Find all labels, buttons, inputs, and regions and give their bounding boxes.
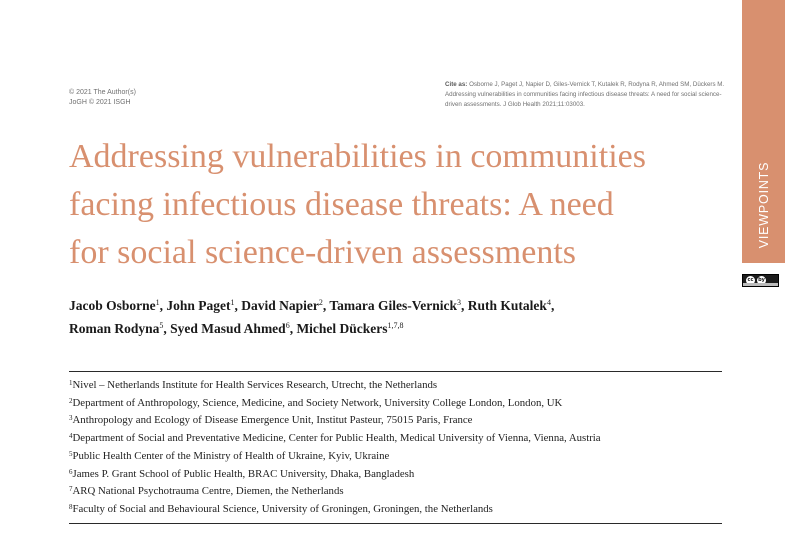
author-affiliation-mark: 1 xyxy=(155,298,160,307)
affiliation-number: 8 xyxy=(69,502,73,511)
affiliation-number: 6 xyxy=(69,467,73,476)
author-line-1: Jacob Osborne$^1$, John Paget$^1$, David Napier$^2$, Tamara Giles-Vernick$^3$, Ruth Kutalek$^4$, xyxy=(69,298,555,313)
title-line-1: Addressing vulnerabilities in communities xyxy=(69,138,646,175)
author-name: John Paget xyxy=(166,298,231,313)
author-line-2: Roman Rodyna$^5$, Syed Masud Ahmed$^6$, Michel Dückers$^{1,7,8}$ xyxy=(69,321,404,336)
author-name: Ruth Kutalek xyxy=(467,298,547,313)
affiliation-item xyxy=(69,501,719,519)
article-title xyxy=(69,133,729,277)
author-affiliation-mark: 6 xyxy=(285,321,290,330)
affiliation-text: ARQ National Psychotrauma Centre, Diemen, the Netherlands xyxy=(72,485,344,498)
copyright-notice xyxy=(69,88,136,108)
affiliation-text: James P. Grant School of Public Health, BRAC University, Dhaka, Bangladesh xyxy=(72,467,415,480)
license-strip xyxy=(743,283,778,286)
author-name: Tamara Giles-Vernick xyxy=(329,298,458,313)
author-affiliation-mark: 2 xyxy=(318,298,323,307)
author-name: Roman Rodyna xyxy=(69,321,160,336)
affiliation-text: Anthropology and Ecology of Disease Emergence Unit, Institut Pasteur, 75015 Paris, France xyxy=(72,414,473,427)
author-name: Michel Dückers xyxy=(296,321,388,336)
affiliation-number: 1 xyxy=(69,379,73,387)
copyright-line: © 2021 The Author(s) xyxy=(69,89,136,96)
title-line-3: for social science-driven assessments xyxy=(69,234,576,271)
divider xyxy=(69,523,722,524)
affiliation-number: 5 xyxy=(69,449,73,458)
citation-label: Cite as: xyxy=(445,81,468,88)
affiliation-text: Public Health Center of the Ministry of Health of Ukraine, Kyiv, Ukraine xyxy=(72,449,390,462)
author-affiliation-mark: 1,7,8 xyxy=(387,321,404,330)
author-list xyxy=(69,294,709,340)
affiliation-number: 7 xyxy=(69,485,73,494)
author-name: Jacob Osborne xyxy=(69,298,156,313)
cc-icon: cc xyxy=(747,277,754,283)
attribution-icon: by xyxy=(758,277,765,283)
affiliation-item xyxy=(69,448,719,466)
author-affiliation-mark: 1 xyxy=(230,298,235,307)
title-line-2: facing infectious disease threats: A need xyxy=(69,186,614,223)
affiliation-number: 2 xyxy=(69,396,73,405)
creative-commons-icon[interactable] xyxy=(742,274,779,287)
affiliation-number: 4 xyxy=(69,432,73,441)
affiliation-item xyxy=(69,412,719,430)
affiliation-list xyxy=(69,377,719,519)
affiliation-text: Department of Anthropology, Science, Medicine, and Society Network, University College London, London, UK xyxy=(72,396,563,409)
citation-text: Osborne J, Paget J, Napier D, Giles-Vernick T, Kutalek R, Rodyna R, Ahmed SM, Dückers M. Addressing vulnerabilities in communities facing infectious disease threats: A need for social science-driven assessments. J Glob Health 2021;11:03003. xyxy=(445,81,725,108)
section-tab-label: VIEWPOINTS xyxy=(757,161,771,249)
affiliation-item xyxy=(69,466,719,484)
author-name: David Napier xyxy=(241,298,319,313)
affiliation-item xyxy=(69,483,719,501)
author-affiliation-mark: 3 xyxy=(457,298,462,307)
author-name: Syed Masud Ahmed xyxy=(170,321,286,336)
affiliation-item xyxy=(69,430,719,448)
affiliation-item xyxy=(69,395,719,413)
divider xyxy=(69,371,722,372)
author-affiliation-mark: 4 xyxy=(546,298,551,307)
author-affiliation-mark: 5 xyxy=(159,321,164,330)
affiliation-item xyxy=(69,377,719,395)
affiliation-number: 3 xyxy=(69,414,73,423)
affiliation-text: Nivel – Netherlands Institute for Health Services Research, Utrecht, the Netherlands xyxy=(72,379,438,391)
journal-copyright-line: JoGH © 2021 ISGH xyxy=(69,99,131,106)
affiliation-text: Department of Social and Preventative Medicine, Center for Public Health, Medical University of Vienna, Vienna, Austria xyxy=(72,432,601,445)
affiliation-text: Faculty of Social and Behavioural Science, University of Groningen, Groningen, the Netherlands xyxy=(72,502,493,515)
citation-block xyxy=(445,80,727,110)
